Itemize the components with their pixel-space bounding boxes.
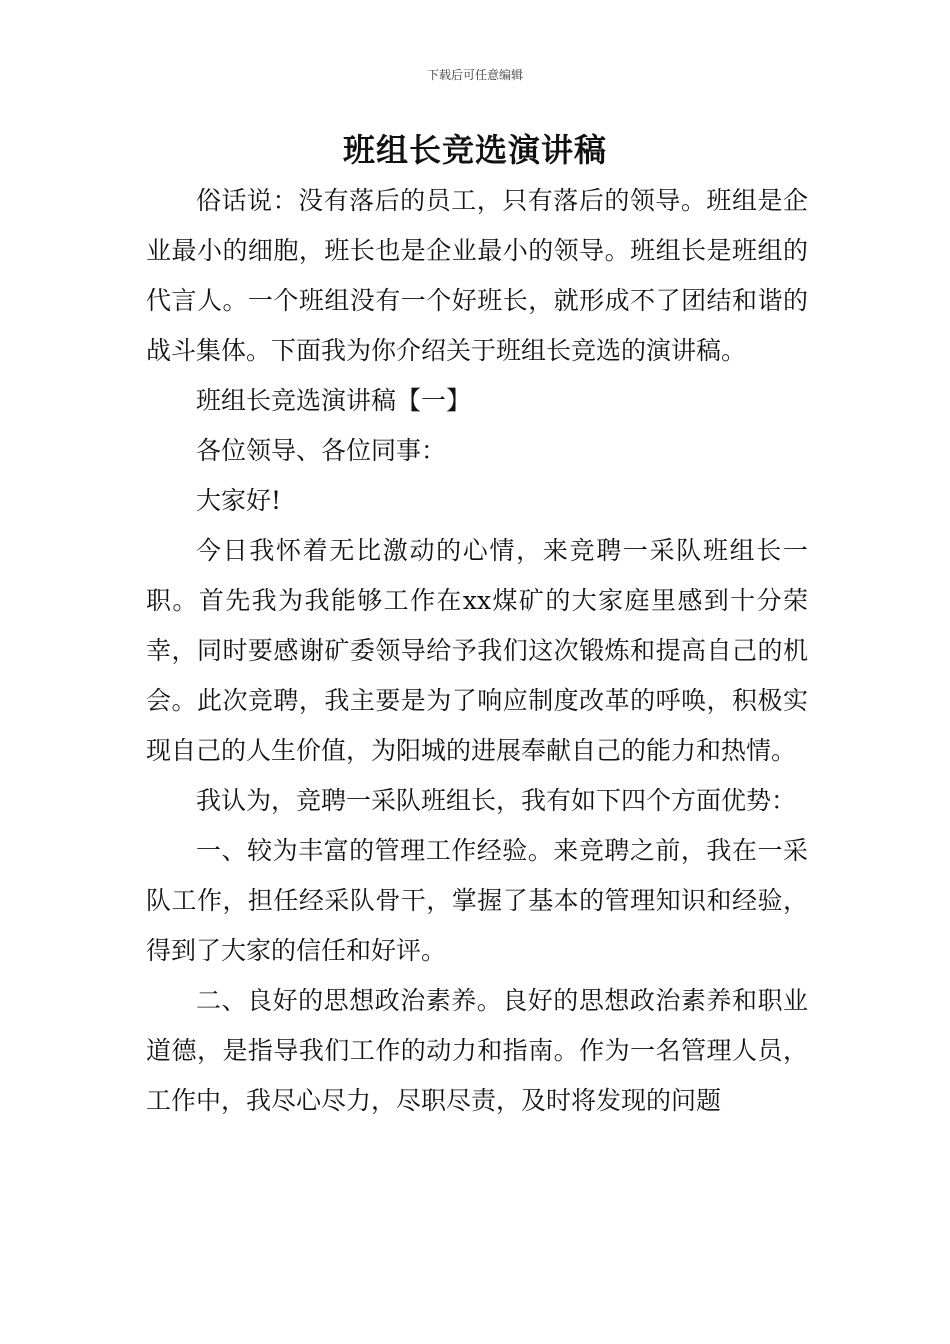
paragraph-advantages-intro: 我认为，竞聘一采队班组长，我有如下四个方面优势： — [196, 786, 797, 815]
paragraph-greeting: 大家好! — [196, 486, 282, 515]
paragraph-advantage-one: 一、较为丰富的管理工作经验。来竞聘之前，我在一采队工作，担任经采队骨干，掌握了基本的管理知识和经验，得到了大家的信任和好评。 — [146, 836, 808, 965]
paragraph-advantage-two: 二、良好的思想政治素养。良好的思想政治素养和职业道德，是指导我们工作的动力和指南。作为一名管理人员，工作中，我尽心尽力，尽职尽责，及时将发现的问题 — [146, 986, 808, 1115]
paragraph-intro: 俗话说：没有落后的员工，只有落后的领导。班组是企业最小的细胞，班长也是企业最小的领导。班组长是班组的代言人。一个班组没有一个好班长，就形成不了团结和谐的战斗集体。下面我为你介绍关于班组长竞选的演讲稿。 — [146, 186, 808, 365]
paragraph-motivation: 今日我怀着无比激动的心情，来竞聘一采队班组长一职。首先我为我能够工作在xx煤矿的大家庭里感到十分荣幸，同时要感谢矿委领导给予我们这次锻炼和提高自己的机会。此次竞聘，我主要是为了响应制度改革的呼唤，积极实现自己的人生价值，为阳城的进展奉献自己的能力和热情。 — [146, 536, 808, 765]
document-title: 班组长竞选演讲稿 — [342, 131, 607, 169]
paragraph-salutation: 各位领导、各位同事： — [196, 436, 447, 465]
document-body — [146, 176, 808, 1126]
paragraph-section-heading: 班组长竞选演讲稿【一】 — [196, 386, 472, 415]
page-header-note: 下载后可任意编辑 — [426, 68, 523, 82]
